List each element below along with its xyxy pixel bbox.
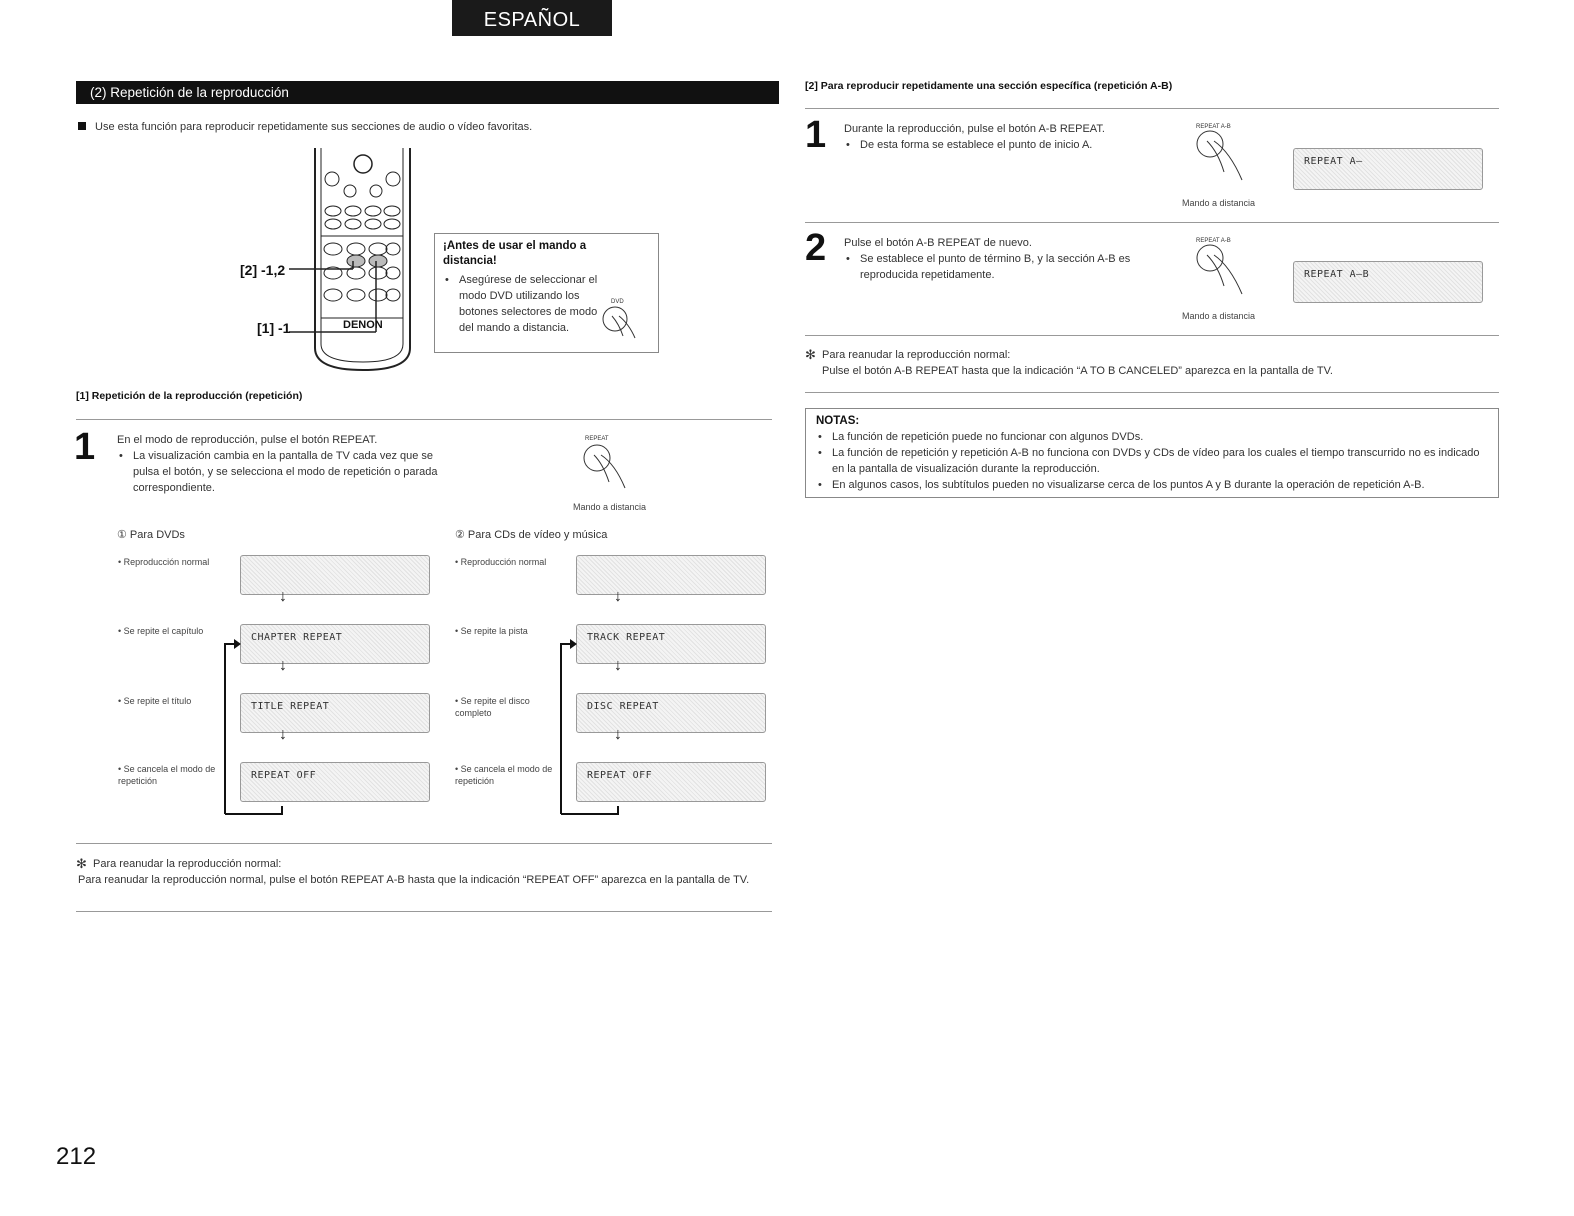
ab-step1-instruction: Durante la reproducción, pulse el botón A-B REPEAT.	[844, 123, 1105, 135]
dvd-row-label: • Se repite el título	[118, 696, 192, 706]
notice-list	[443, 272, 603, 336]
ab-step2-text	[844, 235, 1154, 283]
loop-back-arrow-icon	[554, 636, 626, 816]
hand-pressing-repeat-icon	[575, 432, 635, 500]
divider	[805, 222, 1499, 223]
screen-text: REPEAT OFF	[587, 770, 653, 781]
step1-text	[117, 432, 447, 496]
step1-instruction: En el modo de reproducción, pulse el botón REPEAT.	[117, 434, 378, 446]
sub2-title: [2] Para reproducir repetidamente una sección específica (repetición A-B)	[805, 80, 1173, 92]
screen-text: DISC REPEAT	[587, 701, 659, 712]
screen-text: REPEAT A—B	[1304, 269, 1370, 280]
ab-step2-bullets	[844, 251, 1154, 283]
notes-item: • La función de repetición y repetición A-B no funciona con DVDs y CDs de vídeo para los cuales el tiempo transcurrido no es indicado en la pantalla de visualización durante la reproducción.	[816, 445, 1488, 477]
notice-title: ¡Antes de usar el mando a distancia!	[443, 240, 587, 267]
divider	[76, 419, 772, 420]
intro-label: Use esta función para reproducir repetidamente sus secciones de audio o vídeo favoritas.	[95, 121, 533, 133]
notes-item: • En algunos casos, los subtítulos pueden no visualizarse cerca de los puntos A y B durante la operación de repetición A-B.	[816, 477, 1488, 493]
ab-note-title: Para reanudar la reproducción normal:	[822, 349, 1011, 361]
tv-screen	[1293, 261, 1483, 303]
dvd-row-label-text: Reproducción normal	[123, 557, 210, 567]
page-number: 212	[56, 1143, 97, 1170]
ab-step2-bullet: • Se establece el punto de término B, y la sección A-B es reproducida repetidamente.	[844, 251, 1154, 283]
step1-bullets	[117, 448, 447, 496]
cd-row-label: • Se cancela el modo de repetición	[455, 764, 553, 786]
remote-caption: Mando a distancia	[573, 502, 647, 512]
hand-pressing-ab-repeat-icon	[1190, 120, 1260, 190]
down-arrow-icon: ↓	[614, 657, 622, 674]
cd-row-label-text: Se repite la pista	[460, 626, 528, 636]
ab-step1-bullet: • De esta forma se establece el punto de inicio A.	[844, 137, 1154, 153]
divider	[805, 108, 1499, 109]
cd-row-label-text: Se cancela el modo de repetición	[455, 764, 553, 786]
step1-bullet: • La visualización cambia en la pantalla de TV cada vez que se pulsa el botón, y se selecciona el modo de repetición o parada correspondiente.	[117, 448, 447, 496]
note-text: Para reanudar la reproducción normal, pulse el botón REPEAT A-B hasta que la indicación “REPEAT OFF” aparezca en la pantalla de TV.	[78, 874, 750, 886]
section-title: (2) Repetición de la reproducción	[76, 81, 779, 104]
dvd-row-label-text: Se cancela el modo de repetición	[118, 764, 216, 786]
dvd-row-label-text: Se repite el título	[123, 696, 192, 706]
screen-text: CHAPTER REPEAT	[251, 632, 343, 643]
remote-control-illustration	[235, 148, 420, 373]
asterisk-icon: ✻	[76, 856, 87, 871]
remote-caption: Mando a distancia	[1182, 311, 1256, 321]
notice-box	[434, 233, 659, 353]
cd-heading: ② Para CDs de vídeo y música	[455, 529, 608, 541]
tv-screen	[240, 555, 430, 595]
note-title: Para reanudar la reproducción normal:	[93, 858, 282, 870]
notes-item: • La función de repetición puede no funcionar con algunos DVDs.	[816, 429, 1488, 445]
sub1-title: [1] Repetición de la reproducción (repetición)	[76, 390, 303, 402]
asterisk-icon: ✻	[805, 347, 816, 362]
notes-title: NOTAS:	[816, 415, 860, 427]
divider	[805, 392, 1499, 393]
ab-step1-bullets	[844, 137, 1154, 153]
cd-row-label: • Se repite el disco completo	[455, 696, 530, 718]
dvd-row-label: • Se repite el capítulo	[118, 626, 204, 636]
loop-back-arrow-icon	[218, 636, 290, 816]
hand-pressing-ab-repeat-icon	[1190, 234, 1260, 304]
square-bullet-icon	[78, 122, 86, 130]
screen-text: REPEAT OFF	[251, 770, 317, 781]
intro-text	[78, 119, 778, 135]
ab-step1-text	[844, 121, 1154, 153]
cd-row-label: • Reproducción normal	[455, 557, 547, 567]
dvd-button-label: DVD	[611, 299, 624, 305]
language-tab: ESPAÑOL	[452, 0, 612, 36]
tv-screen	[1293, 148, 1483, 190]
dvd-heading: ① Para DVDs	[117, 529, 185, 541]
step-number: 1	[805, 114, 827, 156]
down-arrow-icon: ↓	[279, 726, 287, 743]
ab-button-label: REPEAT A-B	[1196, 238, 1231, 244]
divider	[805, 335, 1499, 336]
notes-list	[816, 429, 1488, 493]
step-number: 2	[805, 227, 827, 269]
cd-row-label-text: Se repite el disco completo	[455, 696, 530, 718]
ab-note-text: Pulse el botón A-B REPEAT hasta que la indicación “A TO B CANCELED” aparezca en la pantalla de TV.	[822, 365, 1333, 377]
dvd-row-label: • Se cancela el modo de repetición	[118, 764, 216, 786]
divider	[76, 843, 772, 844]
tv-screen	[576, 555, 766, 595]
screen-text: TRACK REPEAT	[587, 632, 666, 643]
ab-button-label: REPEAT A-B	[1196, 124, 1231, 130]
screen-text: TITLE REPEAT	[251, 701, 330, 712]
notice-bullet: • Asegúrese de seleccionar el modo DVD utilizando los botones selectores de modo del mando a distancia.	[443, 272, 603, 336]
ab-step2-instruction: Pulse el botón A-B REPEAT de nuevo.	[844, 237, 1032, 249]
cd-row-label: • Se repite la pista	[455, 626, 528, 636]
down-arrow-icon: ↓	[279, 588, 287, 605]
down-arrow-icon: ↓	[279, 657, 287, 674]
dvd-row-label-text: Se repite el capítulo	[123, 626, 204, 636]
callout-1: [1] -1	[257, 320, 291, 336]
screen-text: REPEAT A—	[1304, 156, 1363, 167]
cd-row-label-text: Reproducción normal	[460, 557, 547, 567]
hand-pressing-button-icon	[595, 294, 647, 344]
divider	[76, 911, 772, 912]
dvd-row-label: • Reproducción normal	[118, 557, 210, 567]
notes-box	[805, 408, 1499, 498]
repeat-button-label: REPEAT	[585, 436, 609, 442]
down-arrow-icon: ↓	[614, 588, 622, 605]
remote-caption: Mando a distancia	[1182, 198, 1256, 208]
down-arrow-icon: ↓	[614, 726, 622, 743]
remote-brand-label: DENON	[343, 319, 383, 331]
callout-2: [2] -1,2	[240, 262, 286, 278]
step-number: 1	[74, 426, 96, 468]
